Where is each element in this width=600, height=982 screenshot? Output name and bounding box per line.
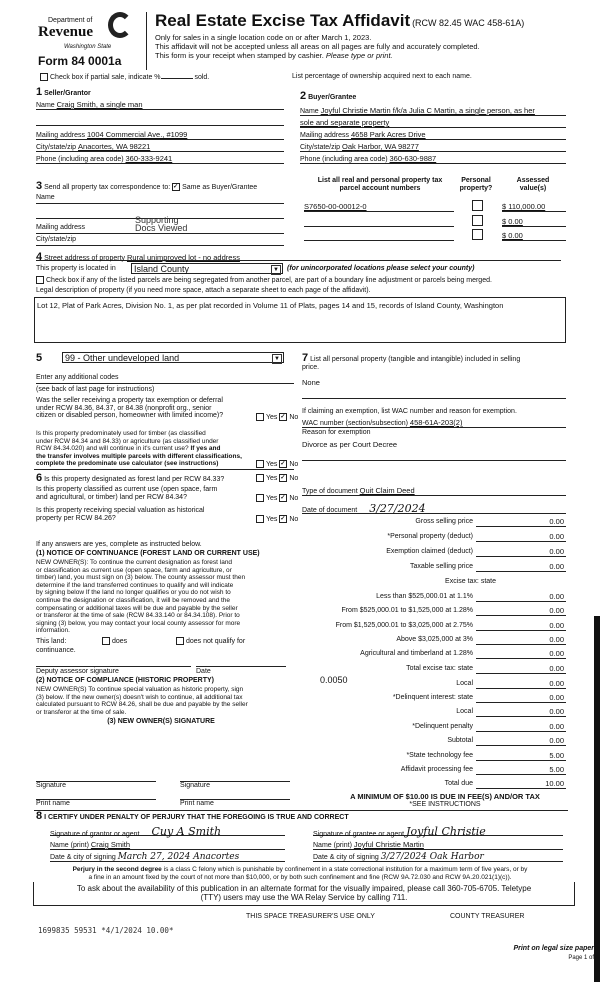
header-note-3b: Please type or print. <box>325 51 393 60</box>
parcel-row <box>304 202 454 212</box>
seller-city-field[interactable]: Anacortes, WA 98221 <box>78 142 151 151</box>
timber-question: Is this property predominately used for timber (as classified under RCW 84.34 and 84.33) or agriculture (as classified under RCW 84.34.020) and will continue in it's current use? If yes and the transfer involves multiple parcels with different classifications, complete the predominate use calculator (see instructions) <box>36 430 242 467</box>
located-label: This property is located in <box>36 265 116 272</box>
assessed-row <box>502 202 566 212</box>
grantee-signature[interactable]: Joyful Christie <box>406 825 486 838</box>
yes-checkbox[interactable] <box>256 494 264 502</box>
no-checkbox[interactable] <box>279 474 287 482</box>
owner-signature-line[interactable]: Signature <box>36 781 156 789</box>
notice-continuance-text: NEW OWNER(S): To continue the current designation as forest land or classification as current use (open space, farm and agriculture, or timber) land, you must sign on (3) below. The county assessor must then determine if the land transferred continues to qualify and will indicate by signing below If the land no longer qualifies or you do not wish to continue the designation or classification, it will be removed and the compensating or additional taxes will be due and payable by the seller or transferor at the time of sale (RCW 84.33.140 or 84.34.108). Prior to signing (3) below, you may contact your local county assessor for more information. <box>36 559 246 635</box>
yes-no-group: Yes ✓ No <box>256 494 298 502</box>
label: Phone (including area code) <box>300 156 388 163</box>
no-checkbox[interactable] <box>279 494 287 502</box>
notice-compliance-title: (2) NOTICE OF COMPLIANCE (HISTORIC PROPERTY) <box>36 677 214 684</box>
scan-edge <box>594 616 600 982</box>
tax-row-value[interactable]: 0.00 <box>549 517 564 526</box>
continuance-label: continuance. <box>36 647 76 654</box>
label: Name <box>36 102 55 109</box>
personal-property-checkbox[interactable] <box>472 229 483 240</box>
does-option: does <box>102 637 127 645</box>
deputy-date-line[interactable]: Date <box>196 666 286 675</box>
tax-row-label: *Personal property (deduct) <box>387 533 473 540</box>
tax-row <box>266 578 566 587</box>
partial-sale-label: Check box if partial sale, indicate % <box>50 73 161 81</box>
tax-row <box>266 622 566 631</box>
tax-row-label: *State technology fee <box>406 752 473 759</box>
seller-name-row <box>36 100 284 110</box>
label: City/state/zip <box>300 144 341 151</box>
tax-row-value[interactable]: 0.00 <box>549 562 564 571</box>
section-number: 2 <box>300 90 307 102</box>
title-row <box>155 11 524 35</box>
buyer-name-row2 <box>300 118 566 128</box>
tax-row <box>266 780 566 789</box>
seller-mail-field[interactable]: 1004 Commercial Ave., #1099 <box>86 130 188 139</box>
exemption-note: If claiming an exemption, list WAC number and reason for exemption. <box>302 408 517 415</box>
tax-row-label: Total excise tax: state <box>406 665 473 672</box>
county-note: (for unincorporated locations please select your county) <box>287 265 475 272</box>
tax-row-label: Affidavit processing fee <box>400 766 473 773</box>
label: Name <box>36 194 55 201</box>
label: Mailing address <box>300 132 350 139</box>
tax-row-value[interactable]: 5.00 <box>549 751 564 760</box>
dor-logo-icon <box>108 12 132 38</box>
tax-row-value[interactable]: 0.00 <box>549 722 564 731</box>
tax-row-label: *Delinquent interest: state <box>392 694 473 701</box>
county-select[interactable]: Island County ▼ <box>131 263 283 274</box>
buyer-phone-field[interactable]: 360-630-9887 <box>389 154 437 163</box>
form-title: Real Estate Excise Tax Affidavit <box>155 11 411 30</box>
tax-row-label: Local <box>456 708 473 715</box>
tax-row <box>266 518 566 527</box>
current-use-question: Is this property classified as current use (open space, farm and agricultural, or timber) land per RCW 84.34? <box>36 486 218 501</box>
grantor-name-field[interactable]: Craig Smith <box>90 840 131 849</box>
no-checkbox[interactable] <box>279 413 287 421</box>
does-checkbox[interactable] <box>102 637 110 645</box>
tax-row-label: Excise tax: state <box>445 578 496 585</box>
wac-number-field[interactable]: 458-61A-203(2) <box>409 418 463 427</box>
historic-question: Is this property receiving special valuation as historical property per RCW 84.26? <box>36 507 205 522</box>
yes-no-group: Yes ✓ No <box>256 515 298 523</box>
tax-row-value[interactable]: 0.00 <box>549 679 564 688</box>
tax-row <box>266 548 566 557</box>
assessed-row <box>502 231 566 241</box>
header-note-3-row <box>155 51 393 60</box>
seller-phone-field[interactable]: 360-333-9241 <box>125 154 173 163</box>
yes-checkbox[interactable] <box>256 515 264 523</box>
exemption-question: Was the seller receiving a property tax exemption or deferral under RCW 84.36, 84.37, or 84.38 (nonprofit org., senior citizen or disabled person, homeowner with limited income)? <box>36 397 224 419</box>
tax-row-value[interactable]: 0.00 <box>549 693 564 702</box>
owner-print-name-line[interactable]: Print name <box>36 799 156 807</box>
form-number: Form 84 0001a <box>38 54 122 68</box>
seller-title: Seller/Grantor <box>44 90 91 97</box>
label: WAC number (section/subsection) <box>302 420 408 427</box>
tax-row-value[interactable]: 0.00 <box>549 635 564 644</box>
seller-phone-row <box>36 154 284 164</box>
receipt-stamp: 1699835 59531 *4/1/2024 10.00* <box>38 926 174 935</box>
grantor-date-row <box>50 852 285 862</box>
yes-no-group: Yes ✓ No <box>256 474 298 482</box>
tax-row-value[interactable]: 5.00 <box>549 765 564 774</box>
chevron-down-icon: ▼ <box>271 265 281 275</box>
tax-row-label: Local <box>456 680 473 687</box>
header-note-1: Only for sales in a single location code on or after March 1, 2023. <box>155 33 372 42</box>
grantee-date-city[interactable]: 3/27/2024 Oak Harbor <box>380 852 484 862</box>
tax-row <box>266 650 566 659</box>
doc-date-row <box>302 502 566 514</box>
deputy-signature-line[interactable]: Deputy assessor signature <box>36 666 191 675</box>
legal-paper-note: Print on legal size paper <box>513 945 594 952</box>
rcw-reference: (RCW 82.45 WAC 458-61A) <box>412 18 525 28</box>
label: Date & city of signing <box>313 854 379 861</box>
segregated-label: Check box if any of the listed parcels are being segregated from another parcel, are part of a boundary line adjustment or parcels being merged. <box>46 276 492 284</box>
label: Mailing address <box>36 224 86 231</box>
legal-description-field[interactable]: Lot 12, Plat of Park Acres, Division No. 1, as per plat recorded in Volume 11 of Plats, pages 14 and 15, records of Island County, Washington <box>34 297 566 343</box>
label: City/state/zip <box>36 144 77 151</box>
corr-city-row[interactable] <box>36 236 284 246</box>
forest-row <box>36 472 224 484</box>
reason-label: Reason for exemption <box>302 429 371 436</box>
tax-row-value[interactable]: 10.00 <box>545 779 564 788</box>
local-rate: 0.0050 <box>320 675 348 685</box>
tax-row <box>266 533 566 542</box>
seller-name-field[interactable]: Craig Smith, a single man <box>56 100 143 109</box>
buyer-phone-row <box>300 154 566 164</box>
correspondence-heading <box>36 180 257 192</box>
partial-percent-field[interactable] <box>161 78 193 79</box>
label: Signature of grantor or agent <box>50 831 140 838</box>
assessed-value-field[interactable]: $ 0.00 <box>502 231 523 240</box>
tax-row <box>266 737 566 746</box>
section-number: 4 <box>36 251 43 263</box>
does-not-option: does not qualify for <box>176 637 245 645</box>
tax-row <box>266 766 566 775</box>
tax-row <box>266 563 566 572</box>
document-type-field[interactable]: Quit Claim Deed <box>359 486 415 495</box>
buyer-city-row <box>300 142 566 152</box>
buyer-city-field[interactable]: Oak Harbor, WA 98277 <box>342 142 419 151</box>
tax-row-value[interactable]: 0.00 <box>549 664 564 673</box>
seller-city-row <box>36 142 284 152</box>
corr-name-row[interactable] <box>36 194 284 204</box>
label: Date of document <box>302 507 358 514</box>
divider <box>34 469 294 470</box>
tax-row-label: From $1,525,000.01 to $3,025,000 at 2.75% <box>335 622 473 629</box>
page-number: Page 1 of <box>568 955 594 961</box>
tax-row <box>266 694 566 703</box>
section-number: 1 <box>36 86 43 98</box>
tax-row-label: Agricultural and timberland at 1.28% <box>360 650 473 657</box>
tax-row-value[interactable]: 0.00 <box>549 736 564 745</box>
tax-row <box>266 636 566 645</box>
tax-row-label: *Delinquent penalty <box>412 723 473 730</box>
tax-row-value[interactable]: 0.00 <box>549 592 564 601</box>
document-date-field[interactable]: 3/27/2024 <box>369 502 426 515</box>
treasurer-use-label: THIS SPACE TREASURER'S USE ONLY <box>246 913 375 920</box>
notice-continuance-title: (1) NOTICE OF CONTINUANCE (FOREST LAND OR CURRENT USE) <box>36 550 260 557</box>
tax-row-label: From $525,000.01 to $1,525,000 at 1.28% <box>341 607 473 614</box>
tax-row-value[interactable]: 0.00 <box>549 532 564 541</box>
tax-row-label: Gross selling price <box>415 518 473 525</box>
yes-no-group: Yes ✓ No <box>256 460 298 468</box>
label: Phone (including area code) <box>36 156 124 163</box>
personal-property-label: 7 List all personal property (tangible and intangible) included in selling price. <box>302 352 521 371</box>
label: Street address of property <box>44 255 126 262</box>
certification-text: I CERTIFY UNDER PENALTY OF PERJURY THAT THE FOREGOING IS TRUE <box>44 814 296 821</box>
buyer-mail-row <box>300 130 566 140</box>
street-address-field[interactable]: Rural unimproved lot - no address <box>126 253 240 262</box>
sold-label: sold. <box>194 73 210 81</box>
grantee-name-field[interactable]: Joyful Christie Martin <box>353 840 424 849</box>
buyer-mail-field[interactable]: 4658 Park Acres Drive <box>350 130 426 139</box>
tax-row <box>266 665 566 674</box>
parcel-number-field[interactable]: S7650-00-00012-0 <box>304 202 367 211</box>
same-as-buyer-checkbox[interactable] <box>172 183 180 191</box>
assessed-row <box>502 217 566 227</box>
correspondence-label: Send all property tax correspondence to: <box>44 184 171 191</box>
label: Date & city of signing <box>50 854 116 861</box>
tax-row-label: Above $3,025,000 at 3% <box>396 636 473 643</box>
yes-checkbox[interactable] <box>256 474 264 482</box>
segregated-row <box>36 276 492 284</box>
no-checkbox[interactable] <box>279 460 287 468</box>
wac-row <box>302 418 566 428</box>
grantor-name-row <box>50 840 285 850</box>
this-land-label: This land: <box>36 638 67 645</box>
if-yes-note: If any answers are yes, complete as instructed below. <box>36 541 202 548</box>
grantee-date-row <box>313 852 563 862</box>
tax-row-value[interactable]: 0.00 <box>549 547 564 556</box>
personal-property-field[interactable]: None <box>302 378 566 399</box>
new-owner-signature-title: (3) NEW OWNER(S) SIGNATURE <box>107 718 215 725</box>
see-instructions: *SEE INSTRUCTIONS <box>409 801 481 808</box>
parcel-number-field[interactable] <box>304 231 454 241</box>
assessed-header: Assessed value(s) <box>516 177 550 192</box>
tax-row-value[interactable]: 0.00 <box>549 606 564 615</box>
label: Name <box>300 108 319 115</box>
tax-row-label: Exemption claimed (deduct) <box>386 548 473 555</box>
grantee-name-row <box>313 840 563 850</box>
street-row <box>36 251 561 261</box>
tax-row <box>266 593 566 602</box>
county-treasurer-label: COUNTY TREASURER <box>450 913 525 920</box>
buyer-title: Buyer/Grantee <box>308 94 357 101</box>
header-divider <box>146 12 147 70</box>
yes-no-group: Yes ✓ No <box>256 413 298 421</box>
header-note-2: This affidavit will not be accepted unless all areas on all pages are fully and accurately completed. <box>155 42 480 51</box>
grantor-signature-row <box>50 826 285 836</box>
additional-codes-row[interactable] <box>36 374 294 384</box>
buyer-heading <box>300 90 356 102</box>
supporting-docs-stamp: Supporting Docs Viewed <box>135 215 188 233</box>
perjury-notice: Perjury in the second degree is a class C felony which is punishable by confinement in a state correctional institution for a maximum term of five years, or by a fine in an amount fixed by the court of not more than $10,000, or by both such confinement and fine (RCW 9A.72.030 and RCW 9A.20.021(1)(c)). <box>72 866 528 881</box>
section-number: 6 <box>36 472 43 484</box>
tax-row <box>266 752 566 761</box>
tax-row-value[interactable]: 0.00 <box>549 649 564 658</box>
tax-row-label: Total due <box>444 780 473 787</box>
parcel-number-field[interactable] <box>304 217 454 227</box>
buyer-name-line2[interactable]: sole and separate property <box>300 118 390 127</box>
corr-mail-row <box>36 224 128 234</box>
codes-note: (see back of last page for instructions) <box>36 386 155 393</box>
tax-row <box>266 680 566 689</box>
does-not-checkbox[interactable] <box>176 637 184 645</box>
personal-property-checkbox[interactable] <box>472 215 483 226</box>
grantor-date-city[interactable]: March 27, 2024 Anacortes <box>117 852 240 862</box>
label: Signature of grantee or agent <box>313 831 405 838</box>
seller-heading <box>36 86 91 98</box>
use-code-select[interactable]: 99 - Other undeveloped land ▼ <box>62 352 284 363</box>
same-as-buyer-label: Same as Buyer/Grantee <box>182 184 258 191</box>
yes-checkbox[interactable] <box>256 413 264 421</box>
parcel-header: List all real and personal property tax parcel account numbers <box>317 177 443 192</box>
section-number: 3 <box>36 180 43 192</box>
seller-name-line2[interactable] <box>36 116 284 126</box>
label: Name (print) <box>50 842 89 849</box>
segregated-checkbox[interactable] <box>36 276 44 284</box>
grantee-signature-row <box>313 826 563 836</box>
forest-question: Is this property designated as forest land per RCW 84.33? <box>44 476 225 483</box>
tax-row <box>266 723 566 732</box>
buyer-name-field[interactable]: Joyful Christie Martin f/k/a Julia C Martin, a single person, as her <box>320 106 535 115</box>
tax-row-label: Subtotal <box>447 737 473 744</box>
tax-row-value[interactable]: 0.00 <box>549 707 564 716</box>
header-note-3: This form is your receipt when stamped by cashier. <box>155 51 324 60</box>
tax-row <box>266 607 566 616</box>
accessibility-notice: To ask about the availability of this publication in an alternate format for the visually impaired, please call 360-705-6705. Teletype (TTY) users may use the WA Relay Service by calling 711. <box>33 882 575 906</box>
tax-row <box>266 708 566 717</box>
seller-mail-row <box>36 130 284 140</box>
legal-description-label: Legal description of property (if you need more space, attach a separate sheet to each page of the affidavit). <box>36 287 371 294</box>
assessed-value-field[interactable]: $ 0.00 <box>502 217 523 226</box>
chevron-down-icon: ▼ <box>272 354 282 364</box>
label: Enter any additional codes <box>36 374 119 381</box>
doc-type-row <box>302 486 566 496</box>
partial-sale-checkbox[interactable] <box>40 73 48 81</box>
tax-row-value[interactable]: 0.00 <box>549 621 564 630</box>
personal-header: Personal property? <box>459 177 493 192</box>
label: Type of document <box>302 488 358 495</box>
minimum-due-note: A MINIMUM OF $10.00 IS DUE IN FEE(S) AND/OR TAX <box>350 792 540 801</box>
partial-sale-row <box>40 73 209 81</box>
label: City/state/zip <box>36 236 77 243</box>
grantor-signature[interactable]: Cuy A Smith <box>151 825 222 838</box>
label: Mailing address <box>36 132 86 139</box>
section-number: 5 <box>36 352 43 364</box>
notice-compliance-text: NEW OWNER(S) To continue special valuation as historic property, sign (3) below. If the new owner(s) doesn't wish to continue, all additional tax calculated pursuant to RCW 84.26, shall be due and payable by the seller or transferor at the time of sale. <box>36 686 248 716</box>
label: Name (print) <box>313 842 352 849</box>
yes-checkbox[interactable] <box>256 460 264 468</box>
buyer-name-row <box>300 106 566 116</box>
tax-row-label: Taxable selling price <box>409 563 473 570</box>
ownership-note: List percentage of ownership acquired next to each name. <box>292 73 472 80</box>
certification-row: 8 I CERTIFY UNDER PENALTY OF PERJURY THAT THE FOREGOING IS TRUE AND CORRECT <box>36 810 349 822</box>
reason-field[interactable]: Divorce as per Court Decree <box>302 440 566 461</box>
dept-label: Department of <box>48 17 93 24</box>
owner-signature-line[interactable]: Signature <box>180 781 290 789</box>
owner-print-name-line[interactable]: Print name <box>180 799 290 807</box>
personal-property-checkbox[interactable] <box>472 200 483 211</box>
revenue-logo-text: Revenue <box>38 24 93 40</box>
assessed-value-field[interactable]: $ 110,000.00 <box>502 202 546 211</box>
tax-row-label: Less than $525,000.01 at 1.1% <box>376 593 473 600</box>
washington-state-label: Washington State <box>64 44 112 50</box>
